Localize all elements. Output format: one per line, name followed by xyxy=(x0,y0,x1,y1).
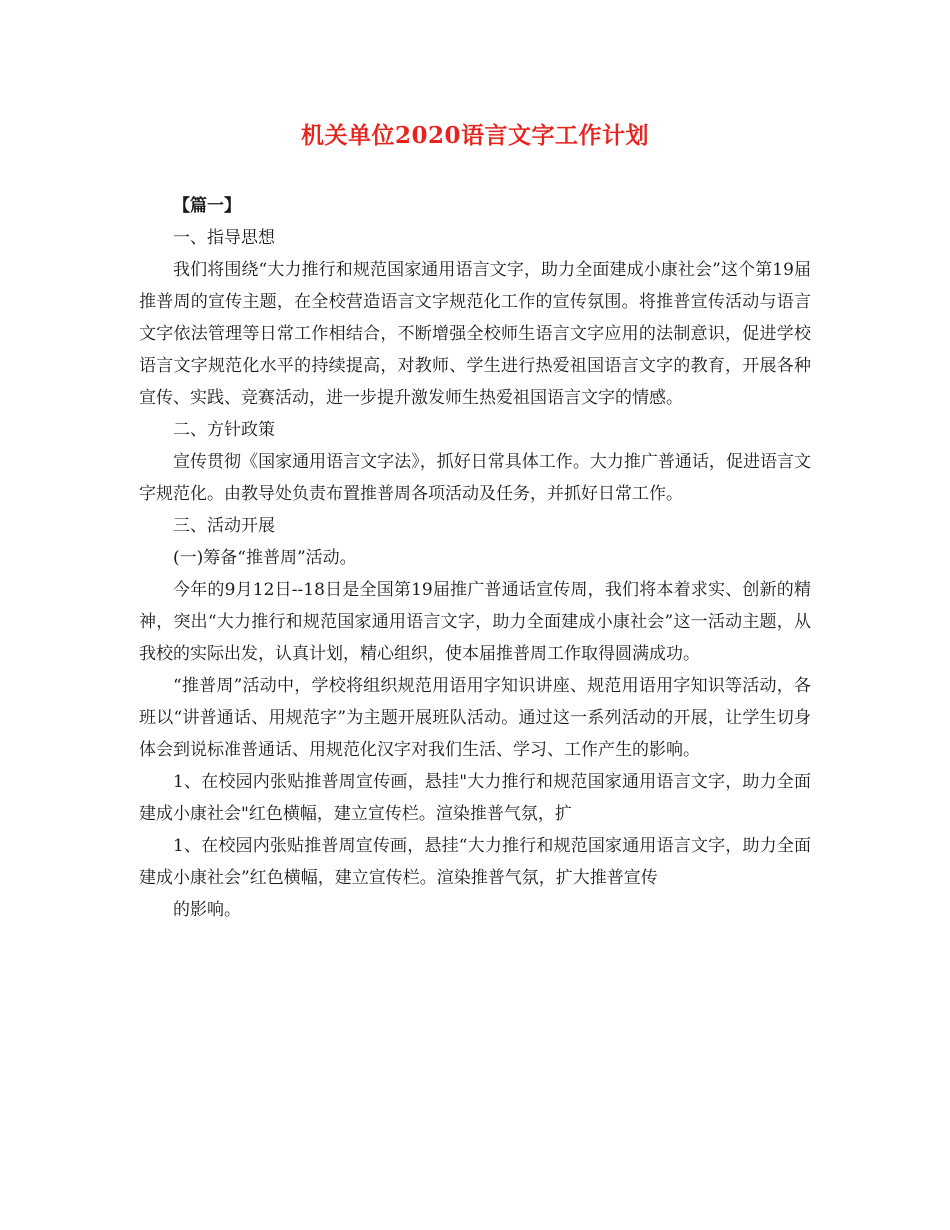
list-item: 1、在校园内张贴推普周宣传画，悬挂"大力推行和规范国家通用语言文字，助力全面建成小康社会"红色横幅，建立宣传栏。渲染推普气氛，扩 xyxy=(139,772,811,824)
list-item: 1、在校园内张贴推普周宣传画，悬挂“大力推行和规范国家通用语言文字，助力全面建成小康社会”红色横幅，建立宣传栏。渲染推普气氛，扩大推普宣传 xyxy=(139,836,811,888)
document-body xyxy=(139,190,811,926)
document-title: 机关单位2020语言文字工作计划 xyxy=(300,122,649,149)
section-marker: 【篇一】 xyxy=(173,196,241,216)
paragraph: 我们将围绕“大力推行和规范国家通用语言文字，助力全面建成小康社会”这个第19届推普周的宣传主题，在全校营造语言文字规范化工作的宣传氛围。将推普宣传活动与语言文字依法管理等日常工作相结合，不断增强全校师生语言文字应用的法制意识，促进学校语言文字规范化水平的持续提高，对教师、学生进行热爱祖国语言文字的教育，开展各种宣传、实践、竞赛活动，进一步提升激发师生热爱祖国语言文字的情感。 xyxy=(139,260,811,408)
heading-activities: 三、活动开展 xyxy=(173,516,275,536)
subheading-preparation: (一)筹备“推普周”活动。 xyxy=(173,548,357,568)
heading-guiding-ideology: 一、指导思想 xyxy=(173,228,275,248)
paragraph: 宣传贯彻《国家通用语言文字法》，抓好日常具体工作。大力推广普通话，促进语言文字规范化。由教导处负责布置推普周各项活动及任务，并抓好日常工作。 xyxy=(139,452,811,504)
paragraph: 今年的9月12日--18日是全国第19届推广普通话宣传周，我们将本着求实、创新的精神，突出“大力推行和规范国家通用语言文字，助力全面建成小康社会”这一活动主题，从我校的实际出发，认真计划，精心组织，使本届推普周工作取得圆满成功。 xyxy=(139,580,811,664)
paragraph-continuation: 的影响。 xyxy=(173,900,241,920)
heading-policy: 二、方针政策 xyxy=(173,420,275,440)
paragraph: “推普周”活动中，学校将组织规范用语用字知识讲座、规范用语用字知识等活动，各班以“讲普通话、用规范字”为主题开展班队活动。通过这一系列活动的开展，让学生切身体会到说标准普通话、用规范化汉字对我们生活、学习、工作产生的影响。 xyxy=(139,676,811,760)
